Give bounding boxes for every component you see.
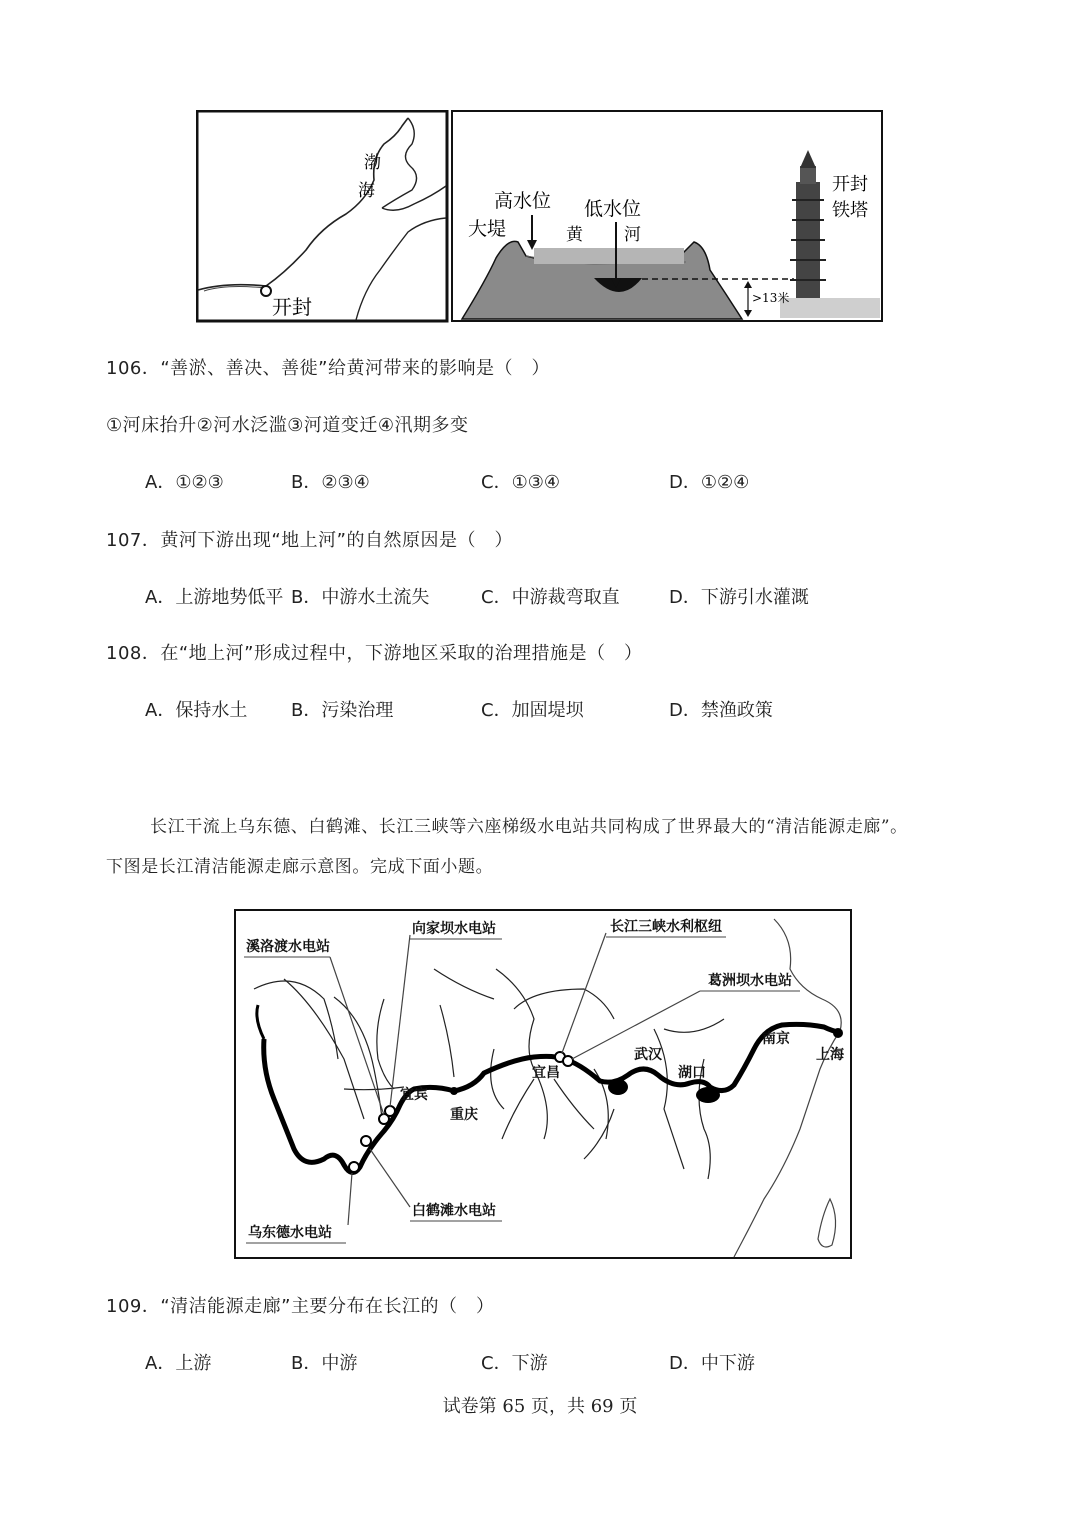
- passage-line-1: 长江干流上乌东德、白鹤滩、长江三峡等六座梯级水电站共同构成了世界最大的“清洁能源走廊”。: [150, 817, 908, 837]
- question-106-stem: 106．“善淤、善决、善徙”给黄河带来的影响是（ ）: [106, 358, 551, 379]
- label-yibin: 宜宾: [400, 1087, 428, 1103]
- q106-option-d[interactable]: D．①②④: [669, 472, 750, 493]
- label-gezhouba: 葛洲坝水电站: [708, 973, 792, 989]
- gezhouba-marker: [563, 1056, 573, 1066]
- label-shanghai: 上海: [816, 1047, 844, 1063]
- sea-label-1: 渤: [364, 153, 381, 173]
- label-baihetan: 白鹤滩水电站: [412, 1203, 496, 1219]
- q107-option-c[interactable]: C．中游裁弯取直: [481, 587, 620, 608]
- label-xiangjiaba: 向家坝水电站: [412, 921, 496, 937]
- label-wudongde: 乌东德水电站: [248, 1225, 332, 1241]
- q106-option-c[interactable]: C．①③④: [481, 472, 560, 493]
- bohai-map-panel: [197, 111, 447, 321]
- q109-option-c[interactable]: C．下游: [481, 1353, 548, 1374]
- q107-option-d[interactable]: D．下游引水灌溉: [669, 587, 809, 608]
- label-yichang: 宜昌: [532, 1065, 560, 1081]
- label-chongqing: 重庆: [450, 1107, 478, 1123]
- passage-line-2: 下图是长江清洁能源走廊示意图。完成下面小题。: [106, 857, 494, 877]
- tower-label-1: 开封: [832, 174, 868, 195]
- high-water-area: [534, 248, 684, 264]
- levee-label: 大堤: [468, 218, 507, 240]
- label-wuhan: 武汉: [634, 1047, 662, 1063]
- figure-yangtze-map: [234, 909, 854, 1261]
- river-label-2: 河: [624, 225, 641, 245]
- q108-option-b[interactable]: B．污染治理: [291, 700, 394, 721]
- question-108-stem: 108．在“地上河”形成过程中，下游地区采取的治理措施是（ ）: [106, 643, 643, 664]
- xiangjiaba-marker: [385, 1106, 395, 1116]
- question-106-statements: ①河床抬升②河水泛滥③河道变迁④汛期多变: [106, 415, 469, 436]
- figure-yellow-river: [196, 110, 886, 324]
- q108-option-a[interactable]: A．保持水土: [145, 700, 248, 721]
- q109-option-b[interactable]: B．中游: [291, 1353, 358, 1374]
- shanghai-dot: [833, 1028, 843, 1038]
- page-footer: 试卷第 65 页，共 69 页: [442, 1396, 638, 1417]
- baihetan-marker: [361, 1136, 371, 1146]
- river-label-1: 黄: [566, 225, 583, 245]
- low-water-label: 低水位: [584, 198, 642, 220]
- q107-option-b[interactable]: B．中游水土流失: [291, 587, 430, 608]
- q109-option-d[interactable]: D．中下游: [669, 1353, 755, 1374]
- q108-option-c[interactable]: C．加固堤坝: [481, 700, 584, 721]
- high-water-label: 高水位: [494, 190, 552, 212]
- lake-poyang: [696, 1087, 720, 1103]
- q108-option-d[interactable]: D．禁渔政策: [669, 700, 773, 721]
- kaifeng-label: 开封: [272, 295, 312, 319]
- chongqing-dot: [450, 1087, 458, 1095]
- label-nanjing: 南京: [762, 1031, 790, 1047]
- q106-option-a[interactable]: A．①②③: [145, 472, 224, 493]
- q109-option-a[interactable]: A．上游: [145, 1353, 212, 1374]
- question-109-stem: 109．“清洁能源走廊”主要分布在长江的（ ）: [106, 1296, 495, 1317]
- q106-option-b[interactable]: B．②③④: [291, 472, 370, 493]
- label-xiluodu: 溪洛渡水电站: [246, 939, 330, 955]
- label-sanxia: 长江三峡水利枢纽: [610, 919, 722, 935]
- tower-label-2: 铁塔: [832, 200, 868, 221]
- label-hukou: 湖口: [678, 1065, 706, 1081]
- lake-dongting: [608, 1079, 628, 1095]
- wudongde-marker: [349, 1162, 359, 1172]
- sea-label-2: 海: [358, 181, 375, 201]
- river-profile-panel: [452, 111, 882, 321]
- height-note: >13米: [752, 291, 790, 305]
- q107-option-a[interactable]: A．上游地势低平: [145, 587, 284, 608]
- question-107-stem: 107．黄河下游出现“地上河”的自然原因是（ ）: [106, 530, 514, 551]
- kaifeng-marker: [261, 286, 271, 296]
